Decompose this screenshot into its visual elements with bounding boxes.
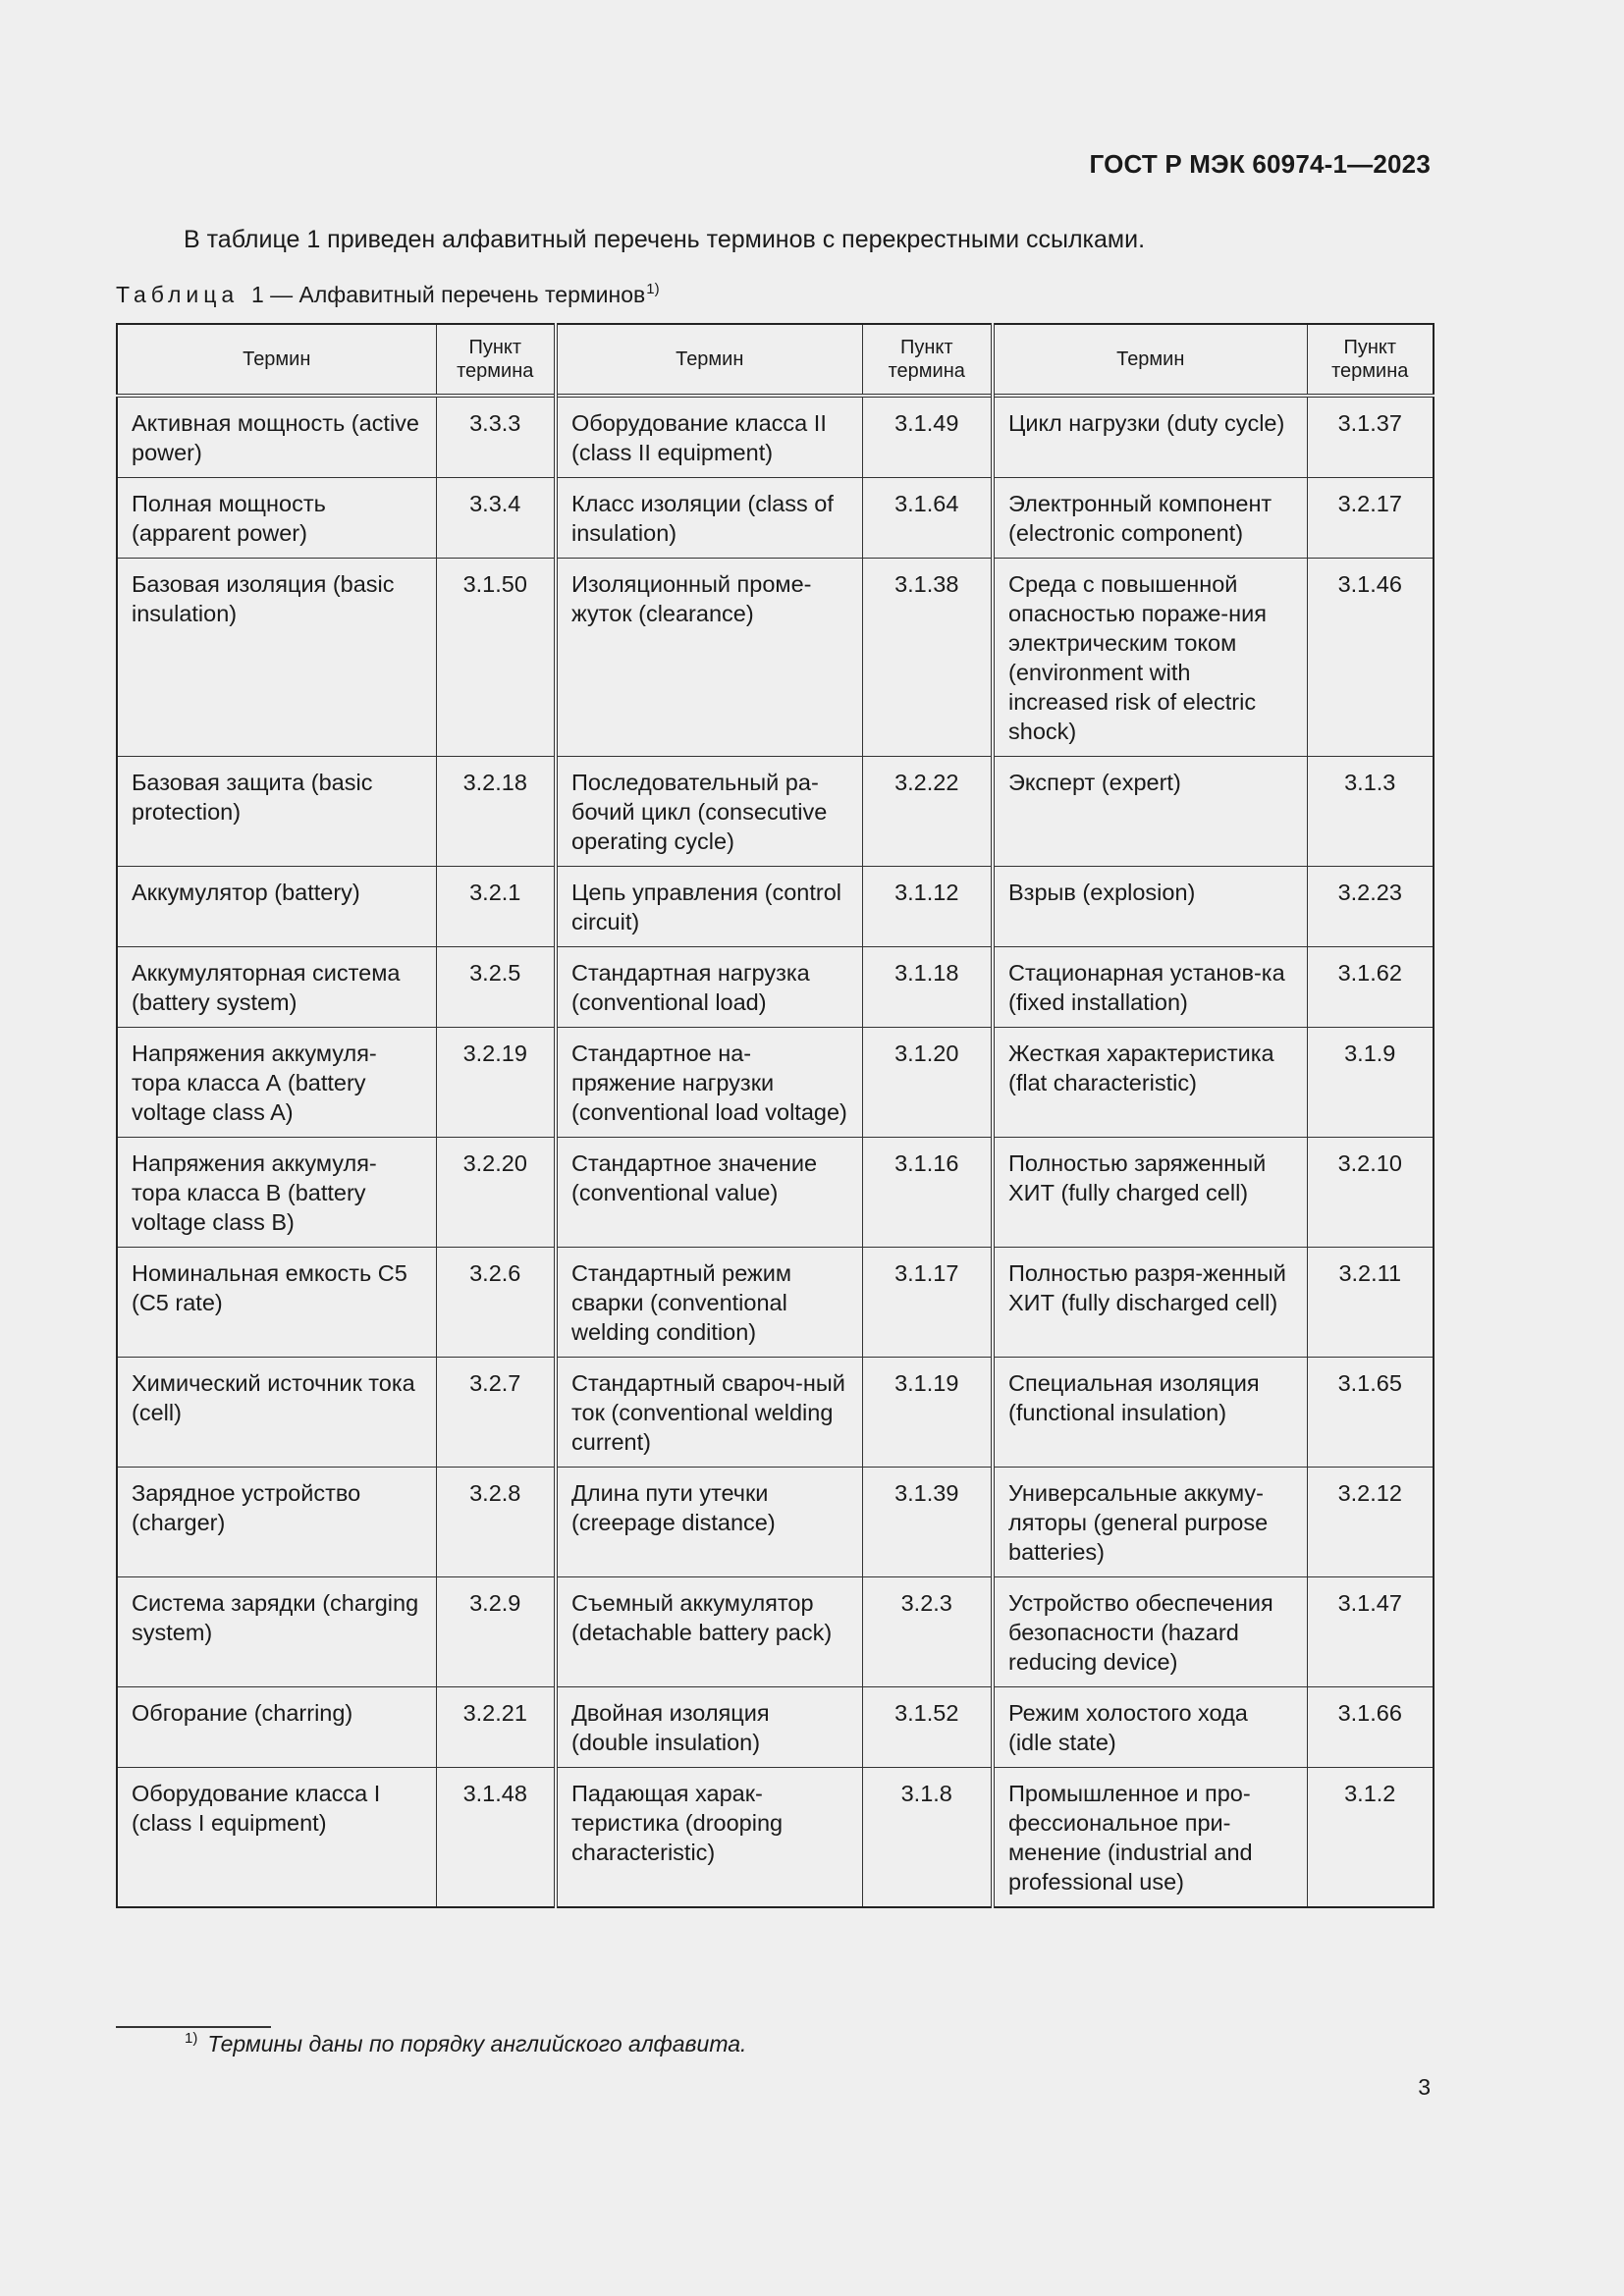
- term-number-cell: 3.2.19: [436, 1028, 556, 1138]
- term-cell: Жесткая характеристика (flat characteristic): [993, 1028, 1307, 1138]
- term-number-cell: 3.1.47: [1307, 1577, 1434, 1687]
- term-number-cell: 3.1.2: [1307, 1768, 1434, 1908]
- term-number-cell: 3.1.52: [862, 1687, 993, 1768]
- term-number-cell: 3.2.6: [436, 1248, 556, 1358]
- term-number-cell: 3.2.18: [436, 757, 556, 867]
- term-number-cell: 3.1.39: [862, 1468, 993, 1577]
- term-cell: Последовательный ра-бочий цикл (consecutive operating cycle): [556, 757, 862, 867]
- term-cell: Полная мощность (apparent power): [117, 478, 436, 559]
- term-cell: Специальная изоляция (functional insulation): [993, 1358, 1307, 1468]
- term-cell: Номинальная емкость С5 (C5 rate): [117, 1248, 436, 1358]
- term-number-cell: 3.1.62: [1307, 947, 1434, 1028]
- header-number-line1: Пункт: [899, 337, 953, 358]
- term-number-cell: 3.1.66: [1307, 1687, 1434, 1768]
- term-cell: Обгорание (charring): [117, 1687, 436, 1768]
- document-code: ГОСТ Р МЭК 60974-1—2023: [1089, 149, 1431, 179]
- table-row: [117, 396, 1434, 478]
- term-cell: Полностью разря-женный ХИТ (fully discharged cell): [993, 1248, 1307, 1358]
- caption-note-mark: 1): [646, 281, 660, 297]
- header-term-3: Термин: [993, 324, 1307, 396]
- table-row: [117, 1028, 1434, 1138]
- table-row: [117, 757, 1434, 867]
- header-number-line1: Пункт: [468, 337, 522, 358]
- term-number-cell: 3.1.38: [862, 559, 993, 757]
- term-cell: Химический источник тока (cell): [117, 1358, 436, 1468]
- table-row: [117, 1138, 1434, 1248]
- term-number-cell: 3.2.7: [436, 1358, 556, 1468]
- term-number-cell: 3.2.5: [436, 947, 556, 1028]
- footnote-text: Термины даны по порядку английского алфавита.: [207, 2031, 747, 2056]
- terms-table: [116, 323, 1435, 1908]
- term-number-cell: 3.1.16: [862, 1138, 993, 1248]
- term-number-cell: 3.2.23: [1307, 867, 1434, 947]
- term-number-cell: 3.1.49: [862, 396, 993, 478]
- header-number-line1: Пункт: [1343, 337, 1397, 358]
- term-cell: Напряжения аккумуля-тора класса А (battery voltage class A): [117, 1028, 436, 1138]
- term-cell: Класс изоляции (class of insulation): [556, 478, 862, 559]
- term-cell: Эксперт (expert): [993, 757, 1307, 867]
- table-body: [117, 396, 1434, 1907]
- caption-number: 1: [250, 282, 264, 307]
- term-cell: Стандартная нагрузка (conventional load): [556, 947, 862, 1028]
- table-row: [117, 1577, 1434, 1687]
- header-number-line2: термина: [888, 360, 965, 382]
- term-cell: Съемный аккумулятор (detachable battery pack): [556, 1577, 862, 1687]
- term-cell: Аккумуляторная система (battery system): [117, 947, 436, 1028]
- term-number-cell: 3.1.3: [1307, 757, 1434, 867]
- term-number-cell: 3.1.20: [862, 1028, 993, 1138]
- term-cell: Стандартное значение (conventional value): [556, 1138, 862, 1248]
- term-number-cell: 3.1.37: [1307, 396, 1434, 478]
- term-number-cell: 3.2.20: [436, 1138, 556, 1248]
- term-number-cell: 3.2.1: [436, 867, 556, 947]
- page-number: 3: [1418, 2074, 1431, 2100]
- table-header-row: [117, 324, 1434, 396]
- term-number-cell: 3.1.18: [862, 947, 993, 1028]
- term-number-cell: 3.1.65: [1307, 1358, 1434, 1468]
- term-cell: Стандартный свароч-ный ток (conventional welding current): [556, 1358, 862, 1468]
- intro-paragraph: В таблице 1 приведен алфавитный перечень терминов с перекрестными ссылками.: [184, 226, 1146, 253]
- header-number-2: [862, 324, 993, 396]
- term-cell: Цикл нагрузки (duty cycle): [993, 396, 1307, 478]
- term-number-cell: 3.1.8: [862, 1768, 993, 1908]
- caption-text: — Алфавитный перечень терминов: [270, 282, 646, 307]
- term-number-cell: 3.1.46: [1307, 559, 1434, 757]
- footnote: [185, 2030, 746, 2057]
- table-row: [117, 478, 1434, 559]
- term-cell: Взрыв (explosion): [993, 867, 1307, 947]
- term-cell: Среда с повышенной опасностью пораже-ния электрическим током (environment with increased risk of electric shock): [993, 559, 1307, 757]
- table-row: [117, 1468, 1434, 1577]
- term-cell: Аккумулятор (battery): [117, 867, 436, 947]
- table-row: [117, 1687, 1434, 1768]
- footnote-divider: [116, 2026, 271, 2028]
- term-cell: Падающая харак-теристика (drooping characteristic): [556, 1768, 862, 1908]
- term-cell: Стандартный режим сварки (conventional welding condition): [556, 1248, 862, 1358]
- term-cell: Цепь управления (control circuit): [556, 867, 862, 947]
- term-number-cell: 3.2.21: [436, 1687, 556, 1768]
- term-number-cell: 3.1.50: [436, 559, 556, 757]
- table-row: [117, 1358, 1434, 1468]
- term-number-cell: 3.2.17: [1307, 478, 1434, 559]
- term-number-cell: 3.3.3: [436, 396, 556, 478]
- table-row: [117, 947, 1434, 1028]
- term-cell: Полностью заряженный ХИТ (fully charged cell): [993, 1138, 1307, 1248]
- table-row: [117, 559, 1434, 757]
- term-cell: Изоляционный проме-жуток (clearance): [556, 559, 862, 757]
- header-term-2: Термин: [556, 324, 862, 396]
- term-cell: Устройство обеспечения безопасности (hazard reducing device): [993, 1577, 1307, 1687]
- term-number-cell: 3.2.3: [862, 1577, 993, 1687]
- term-number-cell: 3.2.12: [1307, 1468, 1434, 1577]
- table-row: [117, 867, 1434, 947]
- header-number-line2: термина: [457, 360, 534, 382]
- term-cell: Активная мощность (active power): [117, 396, 436, 478]
- caption-label: Таблица: [116, 282, 240, 307]
- header-term-1: Термин: [117, 324, 436, 396]
- term-cell: Оборудование класса II (class II equipment): [556, 396, 862, 478]
- term-number-cell: 3.2.22: [862, 757, 993, 867]
- term-number-cell: 3.1.9: [1307, 1028, 1434, 1138]
- footnote-mark: 1): [185, 2030, 198, 2047]
- term-cell: Стационарная установ-ка (fixed installation): [993, 947, 1307, 1028]
- term-cell: Система зарядки (charging system): [117, 1577, 436, 1687]
- term-number-cell: 3.2.11: [1307, 1248, 1434, 1358]
- term-number-cell: 3.2.8: [436, 1468, 556, 1577]
- term-number-cell: 3.1.12: [862, 867, 993, 947]
- term-cell: Универсальные аккуму-ляторы (general purpose batteries): [993, 1468, 1307, 1577]
- term-number-cell: 3.3.4: [436, 478, 556, 559]
- table-row: [117, 1248, 1434, 1358]
- term-cell: Длина пути утечки (creepage distance): [556, 1468, 862, 1577]
- term-cell: Стандартное на-пряжение нагрузки (conventional load voltage): [556, 1028, 862, 1138]
- term-cell: Базовая защита (basic protection): [117, 757, 436, 867]
- term-number-cell: 3.1.19: [862, 1358, 993, 1468]
- term-number-cell: 3.2.10: [1307, 1138, 1434, 1248]
- term-cell: Режим холостого хода (idle state): [993, 1687, 1307, 1768]
- term-cell: Базовая изоляция (basic insulation): [117, 559, 436, 757]
- term-cell: Зарядное устройство (charger): [117, 1468, 436, 1577]
- term-cell: Электронный компонент (electronic component): [993, 478, 1307, 559]
- header-number-line2: термина: [1331, 360, 1409, 382]
- term-number-cell: 3.1.48: [436, 1768, 556, 1908]
- term-number-cell: 3.1.17: [862, 1248, 993, 1358]
- header-number-1: [436, 324, 556, 396]
- term-number-cell: 3.1.64: [862, 478, 993, 559]
- term-cell: Напряжения аккумуля-тора класса В (battery voltage class B): [117, 1138, 436, 1248]
- table-caption: [116, 281, 660, 308]
- term-number-cell: 3.2.9: [436, 1577, 556, 1687]
- table-row: [117, 1768, 1434, 1908]
- term-cell: Промышленное и про-фессиональное при-менение (industrial and professional use): [993, 1768, 1307, 1908]
- header-number-3: [1307, 324, 1434, 396]
- term-cell: Двойная изоляция (double insulation): [556, 1687, 862, 1768]
- term-cell: Оборудование класса I (class I equipment): [117, 1768, 436, 1908]
